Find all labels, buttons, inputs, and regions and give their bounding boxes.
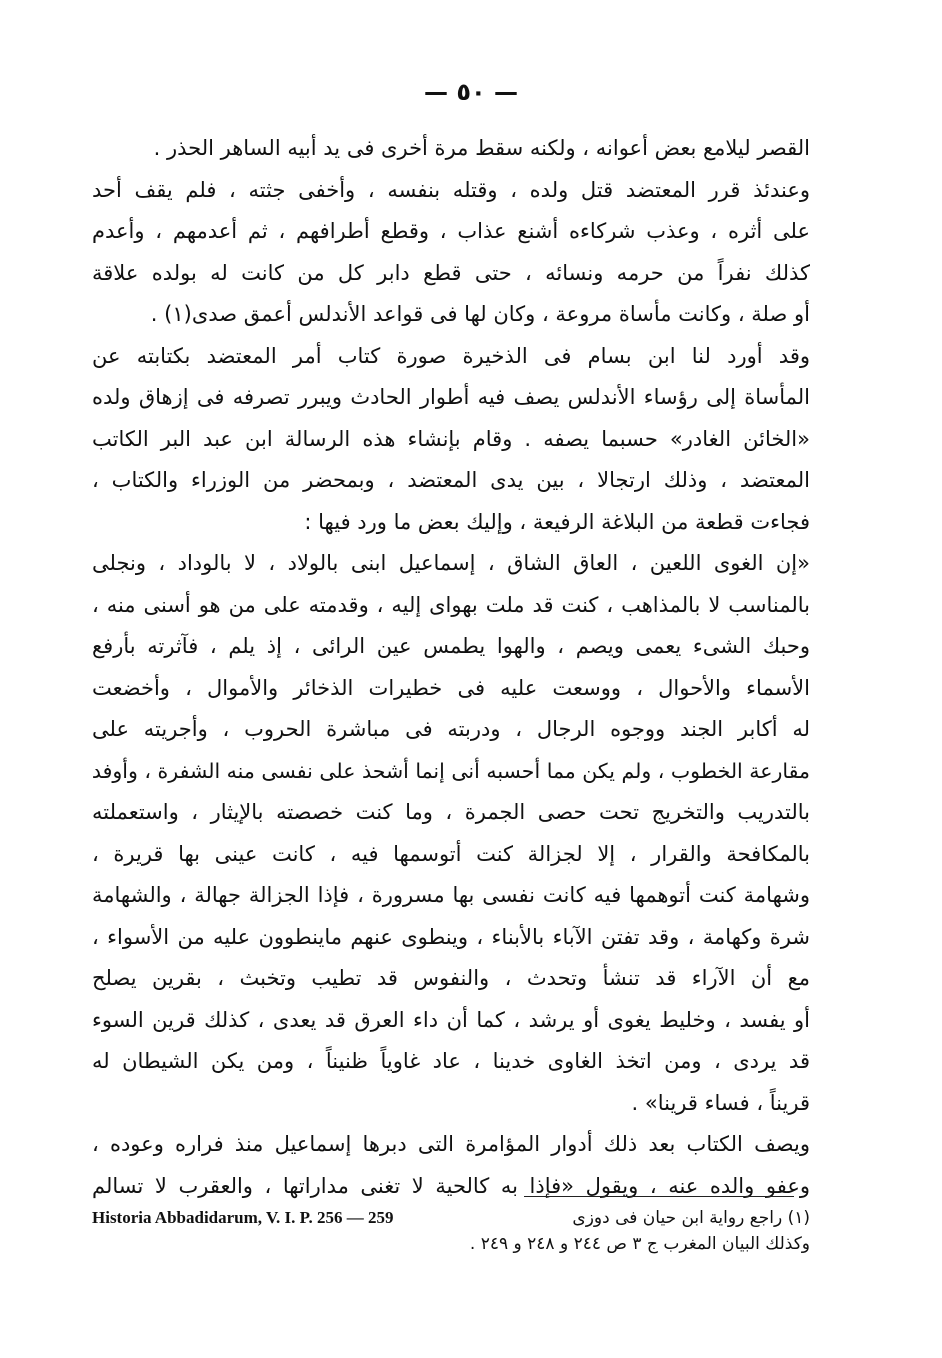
text-line: قريناً ، فساء قرينا» . bbox=[631, 1090, 810, 1115]
page-number: — ٥٠ — bbox=[423, 78, 518, 106]
text-line: شرة وكهامة ، وقد تفتن الآباء بالأبناء ، وينطوى عنهم ماينطوون عليه من الأسواء ، bbox=[92, 924, 810, 949]
text-line: كذلك نفراً من حرمه ونسائه ، حتى قطع دابر كل من كانت له بولده علاقة bbox=[92, 260, 810, 285]
footnote bbox=[92, 1205, 810, 1257]
text-line: أو يفسد ، وخليط يغوى أو يرشد ، كما أن داء العرق قد يعدى ، كذلك قرين السوء bbox=[92, 1007, 810, 1032]
text-line: وعفو والده عنه ، ويقول «فإذا به كالحية لا تغنى مداراتها ، والعقرب لا تسالم bbox=[92, 1173, 810, 1198]
text-line: ويصف الكتاب بعد ذلك أدوار المؤامرة التى دبرها إسماعيل منذ فراره وعوده ، bbox=[92, 1132, 810, 1156]
text-line: المأساة إلى رؤساء الأندلس يصف فيه أطوار الحادث ويبرر تصرفه فى إزهاق ولده bbox=[92, 385, 810, 409]
footnote-latin-reference: Historia Abbadidarum, V. I. P. 256 — 259 bbox=[92, 1208, 394, 1227]
text-line: بالمكافحة والقرار ، إلا لجزالة كنت أتوسمها فيه ، كانت عينى بها قريرة ، bbox=[92, 841, 810, 866]
text-line: وشهامة كنت أتوهمها فيه كانت نفسى بها مسرورة ، فإذا الجزالة جهالة ، والشهامة bbox=[92, 883, 810, 907]
text-line: وقد أورد لنا ابن بسام فى الذخيرة صورة كتاب أمر المعتضد بكتابته عن bbox=[92, 343, 810, 368]
text-line: القصر ليلامع بعض أعوانه ، ولكنه سقط مرة أخرى فى يد أبيه الساهر الحذر . bbox=[153, 136, 810, 160]
text-line: قد يردى ، ومن اتخذ الغاوى خدينا ، عاد غاوياً ظنيناً ، ومن يكن الشيطان له bbox=[92, 1049, 810, 1073]
text-line: المعتضد ، وذلك ارتجالا ، بين يدى المعتضد ، وبمحضر من الوزراء والكتاب ، bbox=[92, 468, 810, 492]
text-line: وعندئذ قرر المعتضد قتل ولده ، وقتله بنفسه ، وأخفى جثته ، فلم يقف أحد bbox=[92, 177, 810, 202]
text-line: «إن الغوى اللعين ، العاق الشاق ، إسماعيل ابنى بالولاد ، لا بالوداد ، ونجلى bbox=[92, 551, 810, 575]
text-line: بالمناسب لا بالمذاهب ، كنت قد ملت بهواى إليه ، وقدمته على من هو أسنى منه ، bbox=[92, 592, 810, 617]
footnote-arabic-reference: (١) راجع رواية ابن حيان فى دوزى bbox=[572, 1208, 810, 1228]
footnote-line-1 bbox=[92, 1205, 810, 1231]
text-line: «الخائن الغادر» حسبما يصفه . وقام بإنشاء هذه الرسالة ابن عبد البر الكاتب bbox=[92, 426, 810, 451]
text-line: مقارعة الخطوب ، ولم يكن مما أحسبه أنى إنما أشحذ على نفسى منه الشفرة ، وأوفد bbox=[92, 758, 810, 783]
text-line: أو صلة ، وكانت مأساة مروعة ، وكان لها فى قواعد الأندلس أعمق صدى(١) . bbox=[150, 302, 810, 326]
text-line: الأسماء والأحوال ، ووسعت عليه فى خطيرات الذخائر والأموال ، وأخضعت bbox=[92, 675, 810, 700]
body-text bbox=[92, 128, 810, 1207]
text-line: له أكابر الجند ووجوه الرجال ، ودربته فى مباشرة الحروب ، وأجريته على bbox=[92, 717, 810, 741]
text-line: بالتدريب والتخريج تحت حصى الجمرة ، وما كنت خصصته بالإيثار ، واستعملته bbox=[92, 800, 810, 824]
text-line: على أثره ، وعذب شركاءه أشنع عذاب ، وقطع أطرافهم ، ثم أعدمهم ، وأعدم bbox=[92, 219, 810, 243]
footnote-divider bbox=[524, 1196, 794, 1197]
text-line: فجاءت قطعة من البلاغة الرفيعة ، وإليك بعض ما ورد فيها : bbox=[304, 509, 810, 534]
text-line: وحبك الشىء يعمى ويصم ، والهوا يطمس عين الرائى ، إذ يلم ، فآثرته بأرفع bbox=[92, 634, 810, 658]
footnote-line-2: وكذلك البيان المغرب ج ٣ ص ٢٤٤ و ٢٤٨ و ٢٤٩ . bbox=[469, 1234, 810, 1254]
text-line: مع أن الآراء قد تنشأ وتحدث ، والنفوس قد تطيب وتخبث ، بقرين يصلح bbox=[92, 966, 810, 990]
